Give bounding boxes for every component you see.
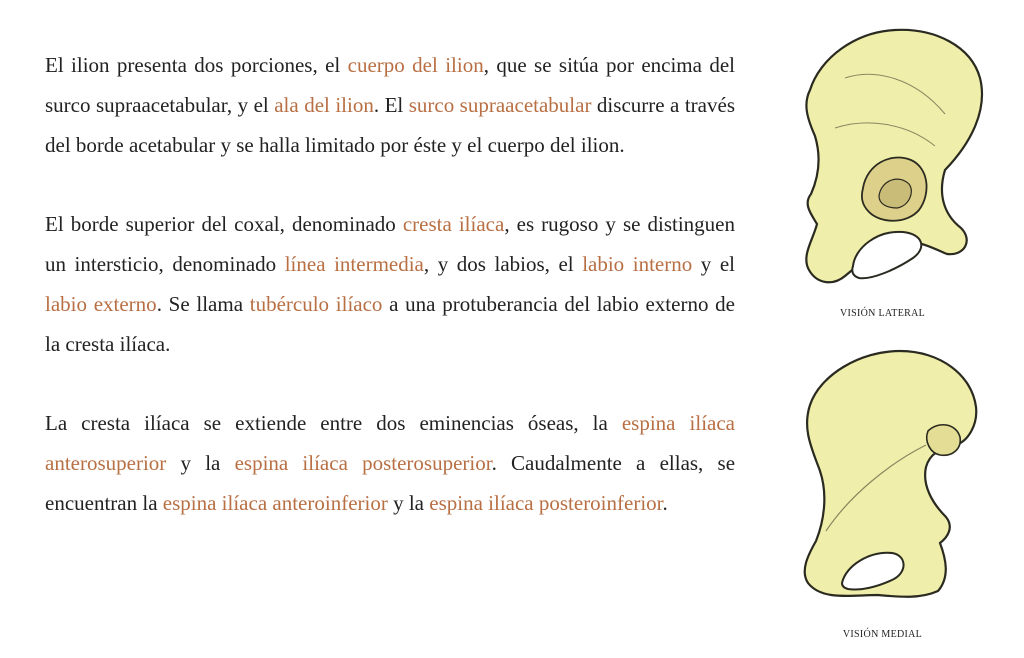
paragraph-ilion-portions [45, 45, 735, 165]
anatomy-term: espina ilíaca posterosuperior [234, 451, 492, 475]
medial-auricular-surface [927, 425, 961, 456]
caption-lateral-view: VISIÓN LATERAL [839, 308, 926, 319]
body-text: . [662, 491, 668, 515]
hip-bone-lateral-illustration [775, 18, 987, 308]
anatomy-term: tubérculo ilíaco [249, 292, 383, 316]
body-text: El ilion presenta dos porciones, el [45, 53, 348, 77]
body-text: . Se llama [156, 292, 250, 316]
text-column [45, 45, 735, 523]
anatomy-term: labio interno [582, 252, 693, 276]
anatomy-term: cresta ilíaca [402, 212, 505, 236]
anatomy-term: labio externo [45, 292, 157, 316]
anatomy-term: cuerpo del ilion [347, 53, 484, 77]
body-text: y el [692, 252, 735, 276]
body-text: . Caudalmente a ellas, se encuentran la [45, 451, 736, 515]
body-text: , es rugoso y se distinguen un intersticio, denominado [45, 212, 735, 276]
anatomy-term: línea intermedia [284, 252, 424, 276]
body-text: . El [373, 93, 409, 117]
paragraph-iliac-crest [45, 204, 735, 364]
anatomy-term: espina ilíaca anterosuperior [45, 411, 735, 475]
body-text: y la [166, 451, 235, 475]
body-text: , y dos labios, el [423, 252, 583, 276]
anatomy-term: ala del ilion [274, 93, 374, 117]
body-text: discurre a través del borde acetabular y se halla limitado por éste y el cuerpo del ilion. [45, 93, 735, 157]
body-text: , que se sitúa por encima del surco supraacetabular, y el [45, 53, 735, 117]
anatomy-term: espina ilíaca anteroinferior [162, 491, 388, 515]
body-text: El borde superior del coxal, denominado [45, 212, 403, 236]
anatomy-term: espina ilíaca posteroinferior [429, 491, 663, 515]
anatomy-term: surco supraacetabular [408, 93, 592, 117]
caption-medial-view: VISIÓN MEDIAL [842, 629, 923, 640]
paragraph-iliac-spines [45, 403, 735, 523]
hip-bone-medial-illustration [780, 345, 985, 615]
body-text: y la [387, 491, 430, 515]
body-text: La cresta ilíaca se extiende entre dos eminencias óseas, la [45, 411, 622, 435]
body-text: a una protuberancia del labio externo de la cresta ilíaca. [45, 292, 735, 356]
